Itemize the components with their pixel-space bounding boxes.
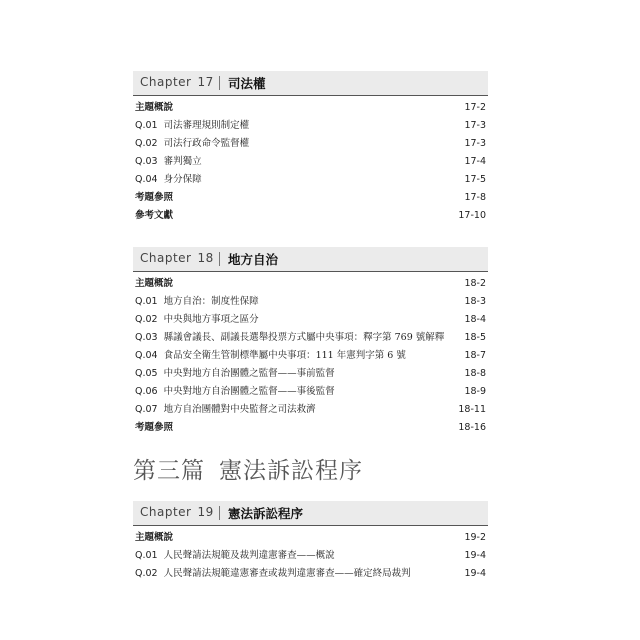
- part-number: 第三篇: [133, 458, 205, 484]
- toc-entry[interactable]: [133, 529, 488, 547]
- entry-page: 18-8: [464, 368, 486, 379]
- entry-title: 司法審理規則制定權: [163, 120, 250, 131]
- toc-entry[interactable]: [133, 293, 488, 311]
- entry-page: 18-16: [458, 422, 486, 433]
- entry-title: 人民聲請法規範違憲審查或裁判違憲審查——確定終局裁判: [163, 568, 411, 579]
- entry-title: 主題概說: [135, 102, 174, 113]
- chapter-label: [140, 75, 214, 89]
- toc-list: [133, 272, 488, 437]
- entry-page: 17-5: [464, 174, 486, 185]
- toc-entry[interactable]: [133, 135, 488, 153]
- toc-entry[interactable]: [133, 275, 488, 293]
- toc-entry[interactable]: [133, 365, 488, 383]
- toc-entry[interactable]: [133, 171, 488, 189]
- entry-page: 17-3: [464, 120, 486, 131]
- chapter-title: 司法權: [228, 76, 266, 91]
- chapter-number: 19: [197, 505, 214, 519]
- entry-number: Q.05: [135, 368, 158, 379]
- entry-title: 考題參照: [135, 192, 174, 203]
- entry-title: 食品安全衛生管制標準屬中央事項：111 年憲判字第 6 號: [163, 350, 406, 361]
- entry-page: 17-10: [458, 210, 486, 221]
- entry-number: Q.03: [135, 332, 158, 343]
- chapter-word: Chapter: [140, 505, 192, 519]
- chapter-divider: [219, 252, 220, 266]
- toc-entry[interactable]: [133, 419, 488, 437]
- toc-list: [133, 526, 488, 583]
- entry-title: 中央對地方自治團體之監督——事前監督: [163, 368, 335, 379]
- toc-entry[interactable]: [133, 547, 488, 565]
- entry-title: 司法行政命令監督權: [163, 138, 250, 149]
- entry-number: Q.01: [135, 296, 158, 307]
- entry-page: 18-3: [464, 296, 486, 307]
- chapter-17: [133, 71, 488, 225]
- chapter-18: [133, 247, 488, 437]
- entry-page: 17-3: [464, 138, 486, 149]
- toc-entry[interactable]: [133, 383, 488, 401]
- toc-entry[interactable]: [133, 117, 488, 135]
- chapter-label: [140, 251, 214, 265]
- entry-page: 19-4: [464, 550, 486, 561]
- chapter-number: 17: [197, 75, 214, 89]
- entry-title: 中央對地方自治團體之監督——事後監督: [163, 386, 335, 397]
- part-name: 憲法訴訟程序: [219, 458, 363, 484]
- entry-page: 17-4: [464, 156, 486, 167]
- entry-page: 18-5: [464, 332, 486, 343]
- entry-title: 地方自治：制度性保障: [163, 296, 259, 307]
- entry-number: Q.02: [135, 314, 158, 325]
- toc-list: [133, 96, 488, 225]
- chapter-word: Chapter: [140, 75, 192, 89]
- entry-page: 17-8: [464, 192, 486, 203]
- entry-page: 17-2: [464, 102, 486, 113]
- entry-page: 18-4: [464, 314, 486, 325]
- chapter-header: [133, 501, 488, 526]
- entry-title: 人民聲請法規範及裁判違憲審查——概說: [163, 550, 335, 561]
- toc-entry[interactable]: [133, 311, 488, 329]
- entry-title: 主題概說: [135, 278, 174, 289]
- chapter-label: [140, 505, 214, 519]
- entry-page: 18-7: [464, 350, 486, 361]
- entry-number: Q.06: [135, 386, 158, 397]
- entry-title: 地方自治團體對中央監督之司法救濟: [163, 404, 316, 415]
- chapter-title: 地方自治: [228, 252, 279, 267]
- toc-entry[interactable]: [133, 329, 488, 347]
- entry-number: Q.01: [135, 550, 158, 561]
- entry-title: 主題概說: [135, 532, 174, 543]
- toc-entry[interactable]: [133, 207, 488, 225]
- entry-number: Q.03: [135, 156, 158, 167]
- entry-page: 18-2: [464, 278, 486, 289]
- chapter-number: 18: [197, 251, 214, 265]
- entry-number: Q.01: [135, 120, 158, 131]
- toc-entry[interactable]: [133, 401, 488, 419]
- entry-title: 考題參照: [135, 422, 174, 433]
- entry-number: Q.02: [135, 138, 158, 149]
- toc-entry[interactable]: [133, 347, 488, 365]
- entry-number: Q.04: [135, 350, 158, 361]
- chapter-header: [133, 71, 488, 96]
- chapter-19: [133, 501, 488, 583]
- entry-number: Q.04: [135, 174, 158, 185]
- part-heading: [133, 452, 363, 485]
- entry-number: Q.02: [135, 568, 158, 579]
- entry-page: 19-2: [464, 532, 486, 543]
- entry-title: 縣議會議長、副議長選舉投票方式屬中央事項：釋字第 769 號解釋: [163, 332, 445, 343]
- entry-title: 中央與地方事項之區分: [163, 314, 259, 325]
- entry-title: 身分保障: [163, 174, 202, 185]
- entry-title: 審判獨立: [163, 156, 202, 167]
- toc-entry[interactable]: [133, 153, 488, 171]
- toc-entry[interactable]: [133, 99, 488, 117]
- chapter-divider: [219, 76, 220, 90]
- chapter-title: 憲法訴訟程序: [228, 506, 304, 521]
- entry-number: Q.07: [135, 404, 158, 415]
- chapter-divider: [219, 506, 220, 520]
- entry-title: 參考文獻: [135, 210, 174, 221]
- entry-page: 18-11: [458, 404, 486, 415]
- toc-entry[interactable]: [133, 565, 488, 583]
- chapter-word: Chapter: [140, 251, 192, 265]
- entry-page: 18-9: [464, 386, 486, 397]
- entry-page: 19-4: [464, 568, 486, 579]
- chapter-header: [133, 247, 488, 272]
- toc-entry[interactable]: [133, 189, 488, 207]
